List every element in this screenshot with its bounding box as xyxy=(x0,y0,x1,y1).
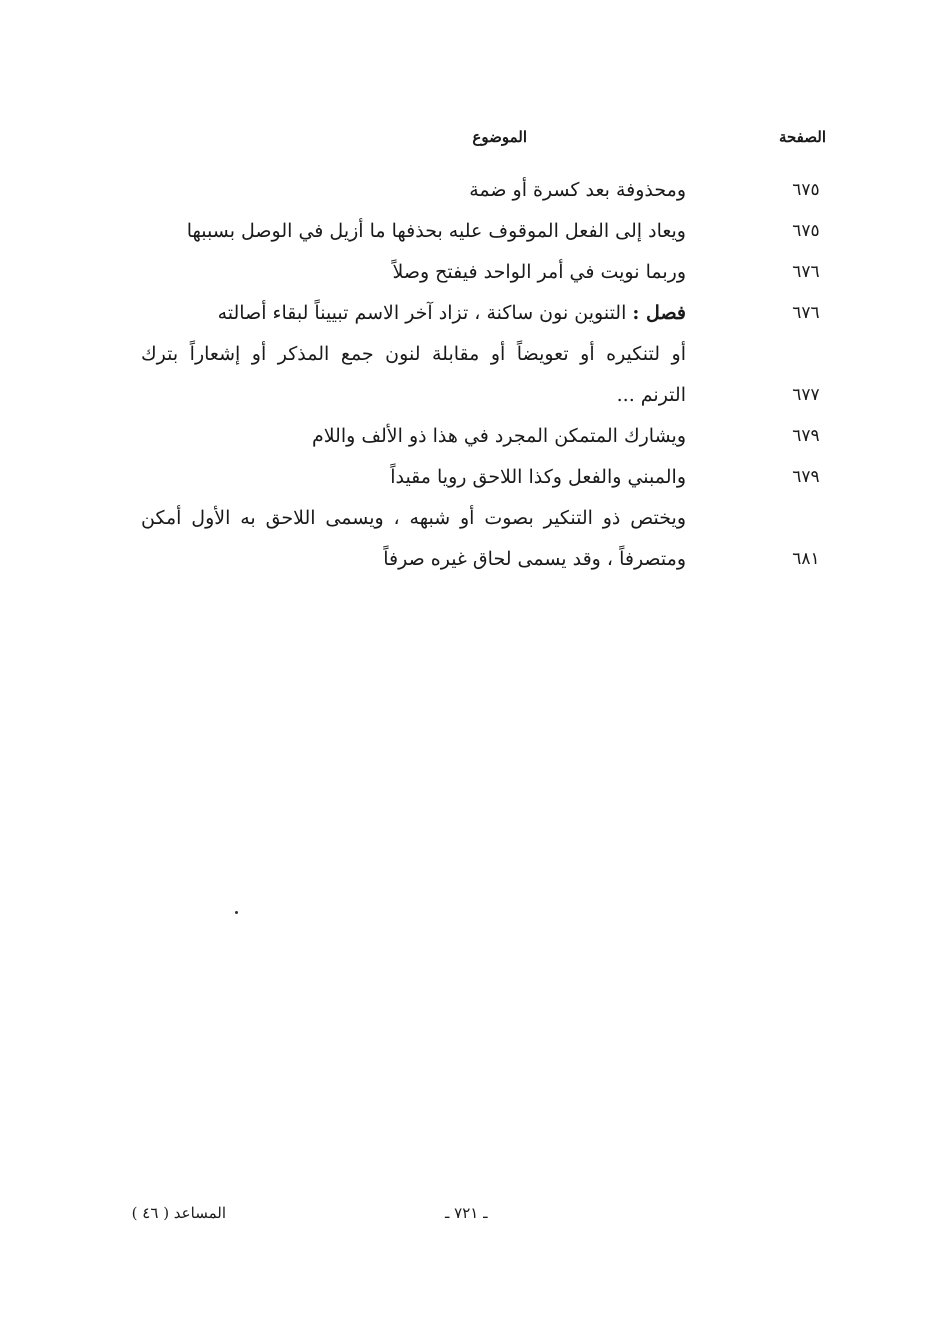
toc-page-number: ٦٧٥ xyxy=(792,221,820,241)
section-lead-word: فصل : xyxy=(632,302,686,324)
footer-page-number: ـ ٧٢١ ـ xyxy=(445,1204,488,1222)
toc-entry xyxy=(126,539,826,580)
toc-entry-text: وربما نويت في أمر الواحد فيفتح وصلاً xyxy=(392,261,686,283)
toc-entry xyxy=(126,375,826,416)
toc-entry-continuation xyxy=(126,498,826,539)
toc-entry xyxy=(126,170,826,211)
table-header xyxy=(0,128,940,154)
toc-page-number: ٦٧٦ xyxy=(792,262,820,282)
toc-page-number: ٦٧٦ xyxy=(792,303,820,323)
toc-entry-continuation xyxy=(126,334,826,375)
toc-entry-text: ويعاد إلى الفعل الموقوف عليه بحذفها ما أزيل في الوصل بسببها xyxy=(186,220,686,242)
scan-speck xyxy=(235,911,238,914)
toc-entry xyxy=(126,252,826,293)
page-footer xyxy=(0,1204,940,1228)
toc-entry-text: ويختص ذو التنكير بصوت أو شبهه ، ويسمى اللاحق به الأول أمكن xyxy=(141,507,686,529)
toc-entry-text: ومتصرفاً ، وقد يسمى لحاق غيره صرفاً xyxy=(383,548,686,570)
toc-entry-text: الترنم ... xyxy=(616,384,686,406)
toc-entry-text: التنوين نون ساكنة ، تزاد آخر الاسم تبييناً لبقاء أصالته xyxy=(217,302,627,324)
toc-page-number: ٦٧٧ xyxy=(792,385,820,405)
toc-entry xyxy=(126,457,826,498)
page-column-heading: الصفحة xyxy=(778,128,826,146)
toc-entry-text: والمبني والفعل وكذا اللاحق رويا مقيداً xyxy=(390,466,686,488)
toc-entry-text-with-lead xyxy=(218,293,686,334)
toc-page-number: ٦٧٥ xyxy=(792,180,820,200)
toc-entry-text: أو لتنكيره أو تعويضاً أو مقابلة لنون جمع المذكر أو إشعاراً بترك xyxy=(141,343,687,365)
topic-column-heading: الموضوع xyxy=(472,128,527,146)
toc-entry-text: ويشارك المتمكن المجرد في هذا ذو الألف واللام xyxy=(311,425,686,447)
toc-page-number: ٦٧٩ xyxy=(792,426,820,446)
toc-entry-text: ومحذوفة بعد كسرة أو ضمة xyxy=(469,179,686,201)
toc-entry xyxy=(126,211,826,252)
toc-entry xyxy=(126,293,826,334)
toc-list xyxy=(126,170,826,580)
toc-page-number: ٦٨١ xyxy=(792,549,820,569)
toc-entry xyxy=(126,416,826,457)
footer-volume-label: المساعد ( ٤٦ ) xyxy=(131,1204,226,1222)
toc-page-number: ٦٧٩ xyxy=(792,467,820,487)
